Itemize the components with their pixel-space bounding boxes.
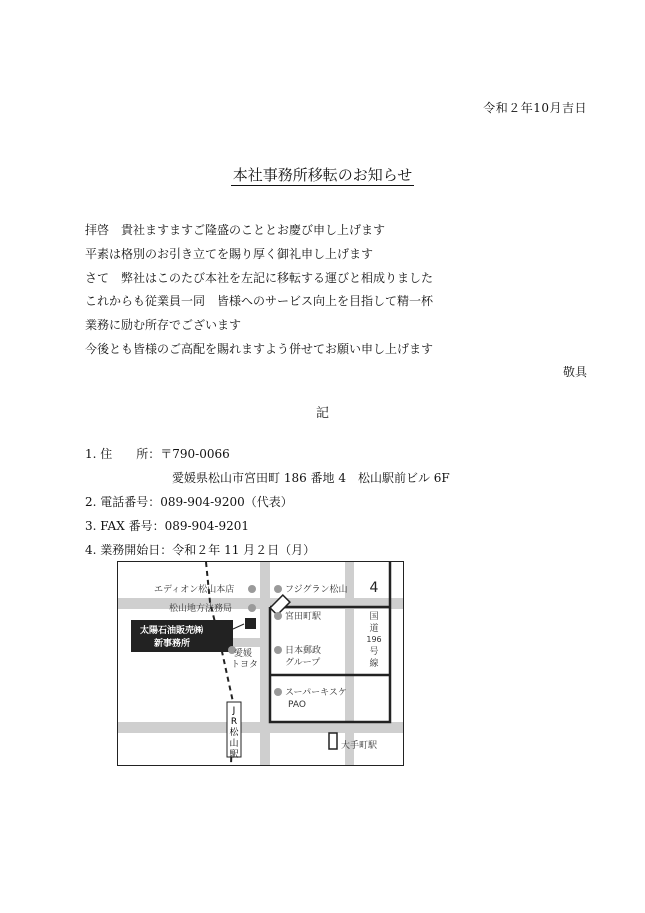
- details-list: [85, 442, 450, 562]
- document-title: [0, 164, 645, 185]
- ehime-toyota-label-2: トヨタ: [231, 660, 259, 670]
- map-svg: [118, 562, 403, 765]
- otemachi-station-icon: [329, 733, 337, 749]
- road-vertical-main: [260, 562, 270, 765]
- miyatacho-marker: [274, 612, 282, 620]
- supermarket-label-1: スーパーキスケ: [285, 688, 347, 698]
- otemachi-label: 大手町駅: [341, 741, 378, 751]
- north-marker: 4: [369, 580, 379, 596]
- body-line: 業務に励む所存でございます: [85, 318, 242, 333]
- supermarket-label-2: PAO: [288, 700, 306, 710]
- body-line: 今後とも皆様のご高配を賜れますよう併せてお願い申し上げます: [85, 341, 434, 356]
- new-office-label-2: 新事務所: [154, 639, 191, 649]
- address-line: 愛媛県松山市宮田町 186 番地 4 松山駅前ビル 6F: [172, 471, 450, 485]
- route-char: 国: [369, 612, 379, 622]
- body-line: 平素は格別のお引き立てを賜り厚く御礼申し上げます: [85, 246, 374, 261]
- fax-row: 3. FAX 番号：089-904-9201: [85, 519, 250, 533]
- route-char: 号: [369, 647, 379, 657]
- jr-char: 駅: [229, 750, 239, 760]
- post-marker: [274, 646, 282, 654]
- ki-heading: 記: [315, 406, 329, 421]
- address-label: 1. 住 所：: [85, 447, 161, 461]
- edion-label: エディオン松山本店: [154, 585, 235, 595]
- document-title-text: 本社事務所移転のお知らせ: [232, 166, 413, 184]
- closing-word: 敬具: [562, 365, 587, 379]
- post-label-2: グループ: [285, 658, 321, 668]
- body-line: 拝啓 貴社ますますご隆盛のこととお慶び申し上げます: [85, 223, 386, 237]
- fujigrand-label: フジグラン松山: [285, 585, 348, 595]
- new-office-marker: [245, 618, 256, 629]
- route-char: 線: [369, 659, 379, 669]
- legal-office-marker: [248, 604, 256, 612]
- new-office-pointer: [233, 624, 244, 629]
- body-line: これからも従業員一同 皆様へのサービス向上を目指して精一杯: [85, 294, 434, 309]
- location-map: [117, 561, 404, 766]
- start-date-row: 4. 業務開始日：令和２年 11 月２日（月）: [85, 543, 316, 557]
- address-row: [85, 442, 450, 466]
- legal-office-label: 松山地方法務局: [169, 604, 233, 614]
- edion-marker: [248, 585, 256, 593]
- jr-char: 山: [229, 739, 239, 749]
- body-line: さて 弊社はこのたび本社を左記に移転する運びと相成りました: [85, 270, 434, 285]
- ehime-toyota-label-1: 愛媛: [234, 649, 253, 659]
- new-office-label-1: 太陽石油販売㈱: [140, 626, 204, 636]
- issue-date: 令和２年10月吉日: [483, 101, 587, 115]
- supermarket-marker: [274, 688, 282, 696]
- route-char: 道: [369, 624, 379, 634]
- jr-char: J: [232, 706, 236, 716]
- greeting-body: [85, 219, 433, 362]
- phone-row: 2. 電話番号：089-904-9200（代表）: [85, 495, 293, 509]
- jr-char: R: [230, 717, 238, 727]
- post-label-1: 日本郵政: [285, 646, 322, 656]
- miyatacho-label: 宮田町駅: [285, 612, 322, 622]
- fujigrand-marker: [274, 585, 282, 593]
- jr-char: 松: [229, 728, 239, 738]
- postal-code: 〒790-0066: [160, 447, 230, 461]
- route-char: 196: [366, 635, 382, 644]
